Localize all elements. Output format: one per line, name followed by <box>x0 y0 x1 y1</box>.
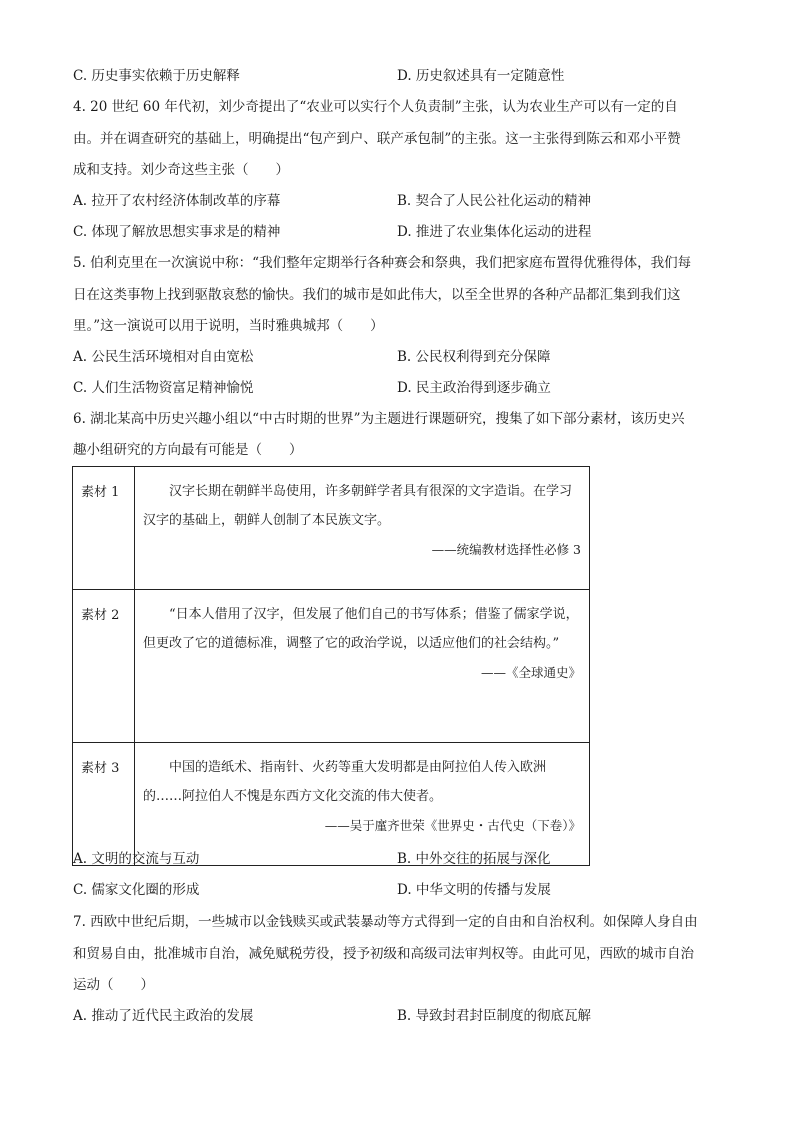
q5-stem-line-1: 5. 伯利克里在一次演说中称：“我们整年定期举行各种赛会和祭典，我们把家庭布置得优雅得体，我们每 <box>73 255 692 271</box>
q3-options-row <box>73 66 753 86</box>
q6-options-row-2 <box>73 880 753 900</box>
q7-stem-line-1: 7. 西欧中世纪后期，一些城市以金钱赎买或武装暴动等方式得到一定的自由和自治权利。如保障人身自由 <box>73 914 698 930</box>
material-source-1: ——统编教材选择性必修 3 <box>431 542 581 557</box>
q3-option-d: D. 历史叙述具有一定随意性 <box>397 68 565 84</box>
q6-option-a: A. 文明的交流与互动 <box>73 851 200 867</box>
material-text-1: 汉字长期在朝鲜半岛使用，许多朝鲜学者具有很深的文字造诣。在学习汉字的基础上，朝鲜人创制了本民族文字。 <box>143 484 573 528</box>
q4-stem-line-2: 由。并在调查研究的基础上，明确提出“包产到户、联产承包制”的主张。这一主张得到陈云和邓小平赞 <box>73 131 681 147</box>
material-label-3: 素材 3 <box>73 743 135 866</box>
q6-options-row-1 <box>73 849 753 869</box>
material-row-2 <box>73 590 590 743</box>
q4-option-d: D. 推进了农业集体化运动的进程 <box>397 224 592 240</box>
q5-options-row-2 <box>73 378 753 398</box>
q4-options-row-1 <box>73 191 753 211</box>
q6-option-c: C. 儒家文化圈的形成 <box>73 882 200 898</box>
q4-option-b: B. 契合了人民公社化运动的精神 <box>397 193 592 209</box>
q6-stem-line-1: 6. 湖北某高中历史兴趣小组以“中古时期的世界”为主题进行课题研究，搜集了如下部分素材，该历史兴 <box>73 411 685 427</box>
material-text-2: “日本人借用了汉字，但发展了他们自己的书写体系；借鉴了儒家学说，但更改了它的道德标准，调整了它的政治学说，以适应他们的社会结构。” <box>143 607 579 651</box>
material-label-1: 素材 1 <box>73 467 135 590</box>
q4-option-a: A. 拉开了农村经济体制改革的序幕 <box>73 193 281 209</box>
q6-option-d: D. 中华文明的传播与发展 <box>397 882 551 898</box>
materials-table <box>72 466 590 866</box>
q7-options-row-1 <box>73 1006 753 1026</box>
q7-stem-line-3: 运动（ ） <box>73 977 154 993</box>
q5-stem-line-2: 日在这类事物上找到驱散哀愁的愉快。我们的城市是如此伟大，以至全世界的各种产品都汇集到我们这 <box>73 287 681 303</box>
q5-option-c: C. 人们生活物资富足精神愉悦 <box>73 380 254 396</box>
q5-options-row-1 <box>73 347 753 367</box>
q4-stem-line-3: 成和支持。刘少奇这些主张（ ） <box>73 162 289 178</box>
q7-option-a: A. 推动了近代民主政治的发展 <box>73 1008 254 1024</box>
q5-stem-line-3: 里。”这一演说可以用于说明，当时雅典城邦（ ） <box>73 318 384 334</box>
q5-option-d: D. 民主政治得到逐步确立 <box>397 380 551 396</box>
q6-option-b: B. 中外交往的拓展与深化 <box>397 851 551 867</box>
q6-stem-line-2: 趣小组研究的方向最有可能是（ ） <box>73 442 303 458</box>
material-label-2: 素材 2 <box>73 590 135 743</box>
material-source-2: ——《全球通史》 <box>480 665 581 680</box>
q4-stem-line-1: 4. 20 世纪 60 年代初，刘少奇提出了“农业可以实行个人负责制”主张，认为农业生产可以有一定的自 <box>73 99 678 115</box>
q7-option-b: B. 导致封君封臣制度的彻底瓦解 <box>397 1008 592 1024</box>
q3-option-c: C. 历史事实依赖于历史解释 <box>73 68 240 84</box>
q4-option-c: C. 体现了解放思想实事求是的精神 <box>73 224 281 240</box>
q7-stem-line-2: 和贸易自由，批准城市自治，减免赋税劳役，授予初级和高级司法审判权等。由此可见，西欧的城市自治 <box>73 946 694 962</box>
q5-option-a: A. 公民生活环境相对自由宽松 <box>73 349 254 365</box>
q4-options-row-2 <box>73 222 753 242</box>
material-row-1 <box>73 467 590 590</box>
material-text-3: 中国的造纸术、指南针、火药等重大发明都是由阿拉伯人传入欧洲的……阿拉伯人不愧是东西方文化交流的伟大使者。 <box>143 760 547 804</box>
q5-option-b: B. 公民权利得到充分保障 <box>397 349 551 365</box>
material-row-3 <box>73 743 590 866</box>
material-source-3: ——吴于廑齐世荣《世界史・古代史（下卷）》 <box>324 818 581 833</box>
